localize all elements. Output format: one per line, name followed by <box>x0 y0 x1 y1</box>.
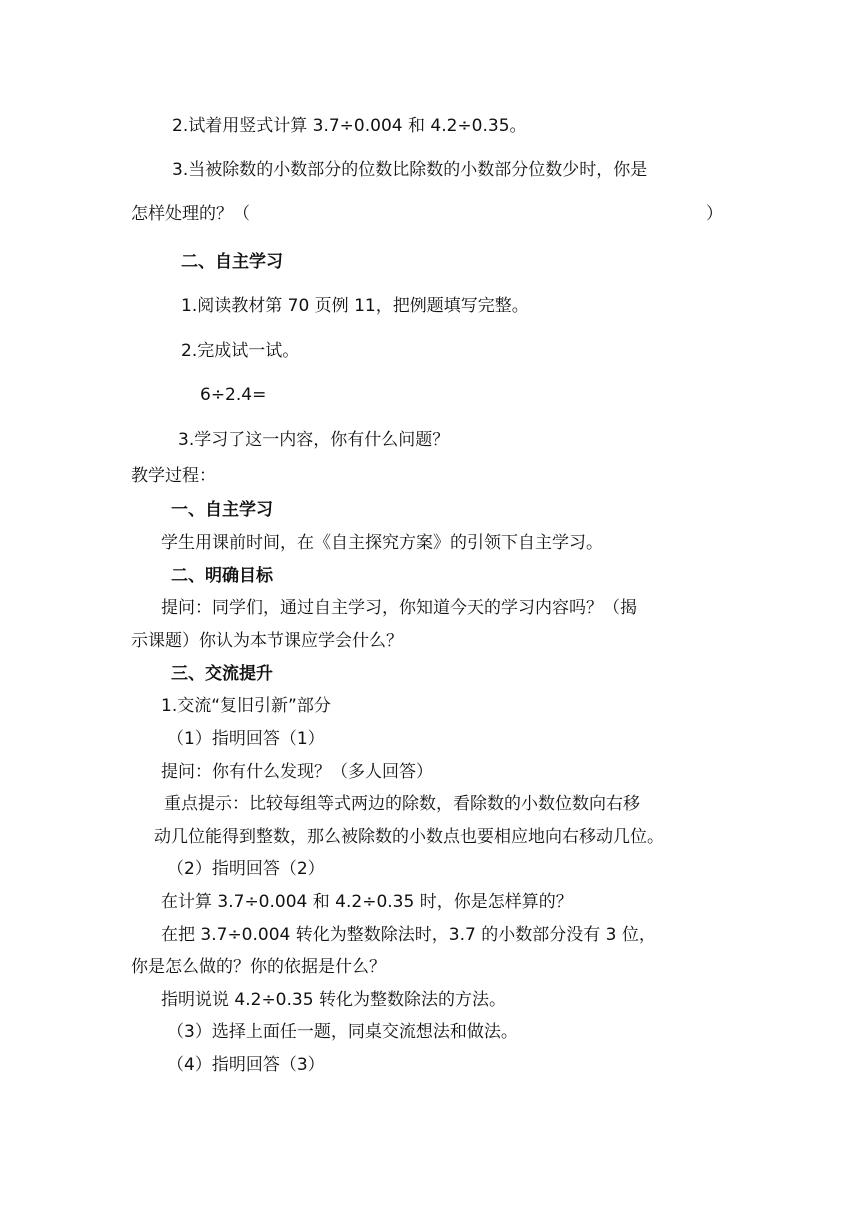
answer-2-question-1: 在计算 3.7÷0.004 和 4.2÷0.35 时，你是怎样算的？ <box>161 892 573 912</box>
answer-2-question-2-line-2: 你是怎么做的？你的依据是什么？ <box>131 957 386 977</box>
practice-expression: 6÷2.4= <box>200 385 267 405</box>
teaching-process-title: 教学过程： <box>131 466 216 486</box>
answer-4-label: （4）指明回答（3） <box>167 1055 325 1075</box>
section-1-heading: 一、自主学习 <box>171 500 273 520</box>
answer-2-question-3: 指明说说 4.2÷0.35 转化为整数除法的方法。 <box>161 990 506 1010</box>
key-hint-line-2: 动几位能得到整数，那么被除数的小数点也要相应地向右移动几位。 <box>154 827 664 847</box>
self-study-item-1: 1.阅读教材第 70 页例 11，把例题填写完整。 <box>181 296 529 316</box>
section-3-item-1: 1.交流“复旧引新”部分 <box>161 696 331 716</box>
section-2-line-2: 示课题）你认为本节课应学会什么？ <box>131 631 403 651</box>
section-1-text: 学生用课前时间，在《自主探究方案》的引领下自主学习。 <box>161 533 603 553</box>
answer-1-question: 提问：你有什么发现？（多人回答） <box>161 762 433 782</box>
self-study-heading: 二、自主学习 <box>181 252 283 272</box>
section-2-line-1: 提问：同学们，通过自主学习，你知道今天的学习内容吗？（揭 <box>161 598 637 618</box>
preview-item-3-line-2: 怎样处理的？（ <box>131 204 250 224</box>
preview-item-3-line-1: 3.当被除数的小数部分的位数比除数的小数部分位数少时，你是 <box>172 160 648 180</box>
answer-2-label: （2）指明回答（2） <box>167 859 325 879</box>
key-hint-line-1: 重点提示：比较每组等式两边的除数，看除数的小数位数向右移 <box>164 794 640 814</box>
answer-1-label: （1）指明回答（1） <box>167 729 325 749</box>
preview-item-2: 2.试着用竖式计算 3.7÷0.004 和 4.2÷0.35。 <box>172 116 527 136</box>
self-study-item-2: 2.完成试一试。 <box>181 341 300 361</box>
answer-3-label: （3）选择上面任一题，同桌交流想法和做法。 <box>167 1022 518 1042</box>
self-study-item-3: 3.学习了这一内容，你有什么问题？ <box>178 430 450 450</box>
section-3-heading: 三、交流提升 <box>171 664 273 684</box>
answer-blank-close-paren: ） <box>706 204 723 224</box>
section-2-heading: 二、明确目标 <box>171 566 273 586</box>
answer-2-question-2-line-1: 在把 3.7÷0.004 转化为整数除法时，3.7 的小数部分没有 3 位， <box>161 925 656 945</box>
